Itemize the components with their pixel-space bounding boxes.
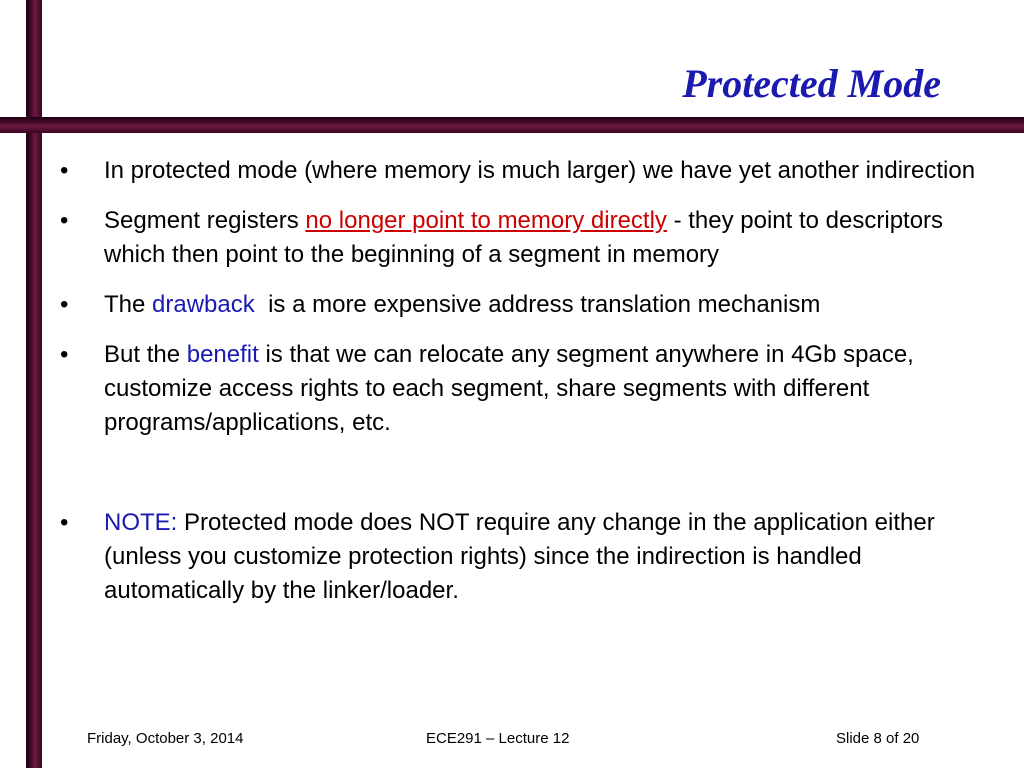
horizontal-decor-bar bbox=[0, 117, 1024, 133]
bullet-item bbox=[60, 288, 1000, 322]
bullet-text: In protected mode (where memory is much larger) we have yet another indirection bbox=[104, 157, 976, 184]
bullet-icon: • bbox=[60, 291, 69, 318]
memory-link[interactable]: no longer point to memory directly bbox=[305, 207, 667, 234]
footer-date: Friday, October 3, 2014 bbox=[87, 730, 244, 747]
bullet-item bbox=[60, 506, 1000, 608]
bullet-item bbox=[60, 154, 1000, 188]
bullet-text: But the bbox=[104, 341, 187, 368]
drawback-highlight: drawback bbox=[152, 291, 255, 318]
bullet-text: - they point to descriptors which then point to the beginning of a segment in memory bbox=[104, 207, 944, 268]
bullet-icon: • bbox=[60, 509, 69, 536]
benefit-highlight: benefit bbox=[186, 341, 259, 368]
footer-slide-number: Slide 8 of 20 bbox=[836, 730, 920, 747]
bullet-text: is that we can relocate any segment anywhere in 4Gb space, customize access rights to each segment, share segments with different programs/applications, etc. bbox=[104, 341, 914, 436]
bullet-text: Protected mode does NOT require any change in the application either (unless you customize protection rights) since the indirection is handled automatically by the linker/loader. bbox=[104, 509, 935, 604]
bullet-icon: • bbox=[60, 207, 69, 234]
bullet-icon: • bbox=[60, 157, 69, 184]
bullet-text: The bbox=[104, 291, 153, 318]
bullet-text: Segment registers bbox=[104, 207, 306, 234]
bullet-text: is a more expensive address translation mechanism bbox=[254, 291, 821, 318]
bullet-icon: • bbox=[60, 341, 69, 368]
footer-course: ECE291 – Lecture 12 bbox=[426, 730, 570, 747]
bullet-item bbox=[60, 338, 1000, 440]
slide-title: Protected Mode bbox=[682, 61, 941, 106]
vertical-decor-bar bbox=[26, 0, 42, 768]
bullet-list bbox=[60, 154, 1000, 624]
note-highlight: NOTE: bbox=[104, 509, 178, 536]
bullet-item bbox=[60, 204, 1000, 272]
